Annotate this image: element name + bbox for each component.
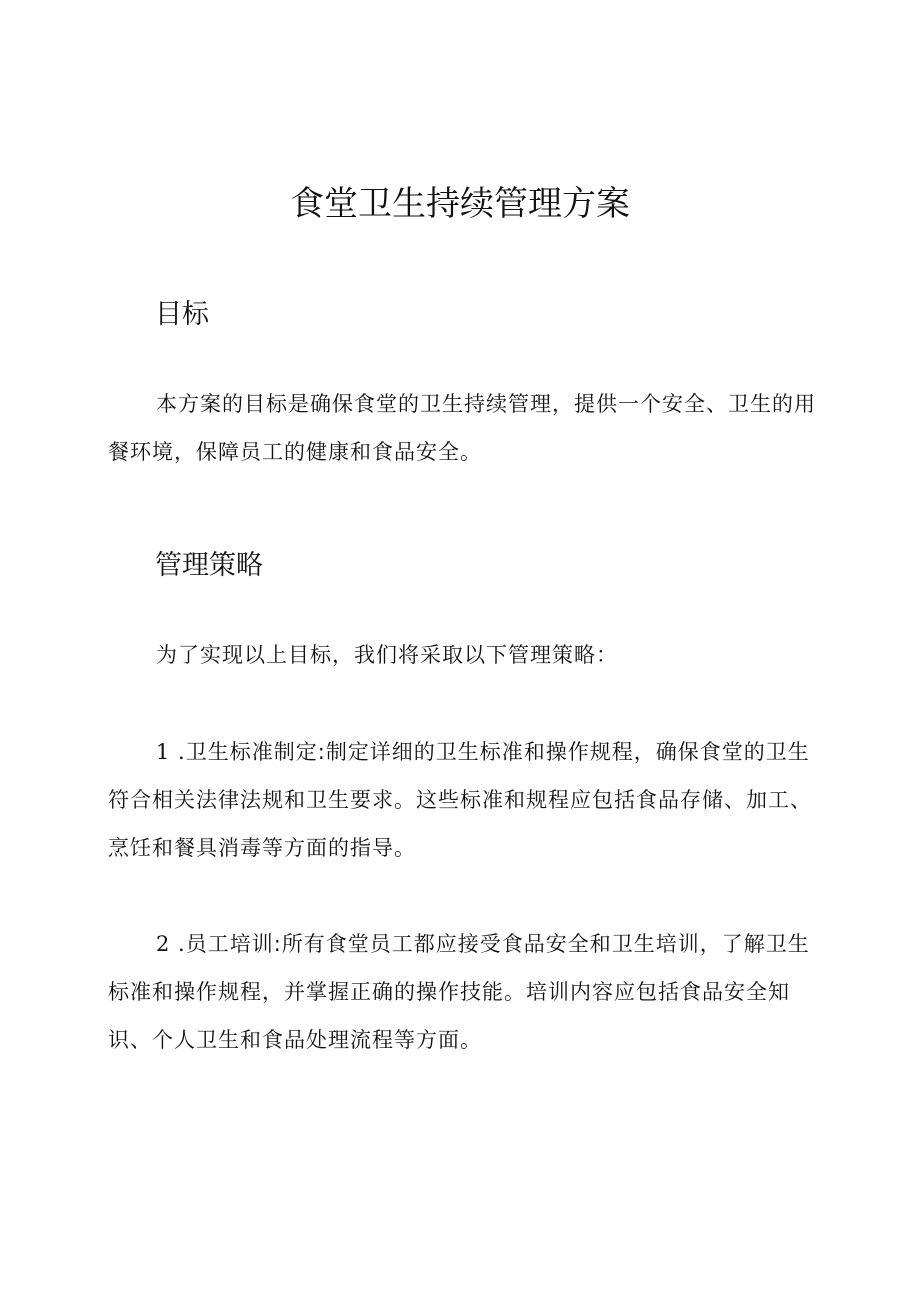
list-item <box>108 920 826 1064</box>
list-item-number: 1 <box>156 740 171 764</box>
strategy-intro: 为了实现以上目标，我们将采取以下管理策略： <box>156 643 618 667</box>
section-heading-goal: 目标 <box>155 299 209 330</box>
list-item-text: 所有食堂员工都应接受食品安全和卫生培训，了解卫生标准和操作规程，并掌握正确的操作技能。培训内容应包括食品安全知识、个人卫生和食品处理流程等方面。 <box>108 932 810 1052</box>
document-title: 食堂卫生持续管理方案 <box>290 184 630 224</box>
list-item-number: 2 <box>156 932 171 956</box>
list-item-text: 制定详细的卫生标准和操作规程，确保食堂的卫生符合相关法律法规和卫生要求。这些标准和规程应包括食品存储、加工、烹饪和餐具消毒等方面的指导。 <box>108 740 812 860</box>
list-item-separator: . <box>170 932 186 956</box>
section-heading-strategy: 管理策略 <box>155 550 263 581</box>
list-item <box>108 728 826 872</box>
list-item-separator: . <box>170 740 186 764</box>
goal-paragraph: 本方案的目标是确保食堂的卫生持续管理，提供一个安全、卫生的用餐环境，保障员工的健康和食品安全。 <box>108 392 816 464</box>
list-item-title: 员工培训: <box>185 932 282 956</box>
list-item-title: 卫生标准制定: <box>185 740 326 764</box>
